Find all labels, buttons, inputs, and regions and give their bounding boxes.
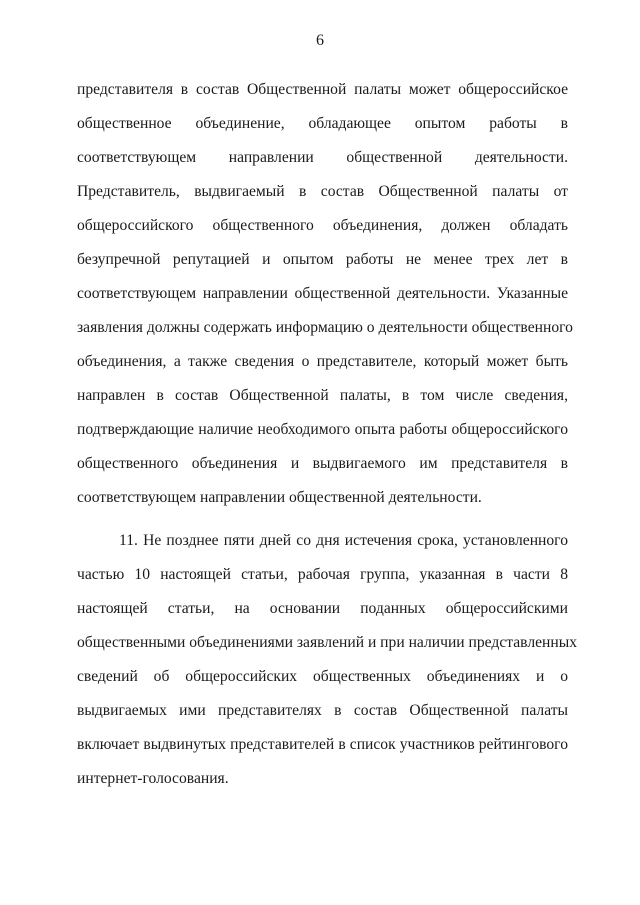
- text-line: настоящей статьи, на основании поданных общероссийскими: [77, 600, 568, 617]
- text-line: частью 10 настоящей статьи, рабочая группа, указанная в части 8: [77, 566, 568, 583]
- text-line: выдвигаемых ими представителях в состав Общественной палаты: [77, 702, 568, 719]
- text-line: объединения, а также сведения о представителе, который может быть: [77, 353, 568, 370]
- text-line: интернет-голосования.: [77, 770, 229, 787]
- paragraph-continuation: [77, 73, 573, 515]
- text-line: общероссийского общественного объединения, должен обладать: [77, 217, 568, 234]
- page-number: 6: [316, 32, 324, 49]
- text-line: общественного объединения и выдвигаемого им представителя в: [77, 455, 568, 472]
- text-line: представителя в состав Общественной палаты может общероссийское: [77, 81, 568, 98]
- text-line: общественное объединение, обладающее опытом работы в: [77, 115, 568, 132]
- text-line: сведений об общероссийских общественных объединениях и о: [77, 668, 568, 685]
- text-line: общественными объединениями заявлений и при наличии представленных: [77, 634, 577, 651]
- paragraph-item-11: [77, 524, 577, 796]
- text-line: соответствующем направлении общественной деятельности. Указанные: [77, 285, 568, 302]
- text-line: соответствующем направлении общественной деятельности.: [77, 149, 568, 166]
- text-line: безупречной репутацией и опытом работы не менее трех лет в: [77, 251, 568, 268]
- text-line: подтверждающие наличие необходимого опыта работы общероссийского: [77, 421, 568, 438]
- text-line: Представитель, выдвигаемый в состав Общественной палаты от: [77, 183, 568, 200]
- text-line: заявления должны содержать информацию о деятельности общественного: [77, 319, 573, 336]
- text-line: направлен в состав Общественной палаты, в том числе сведения,: [77, 387, 568, 404]
- text-line: 11. Не позднее пяти дней со дня истечения срока, установленного: [119, 532, 568, 549]
- text-line: включает выдвинутых представителей в список участников рейтингового: [77, 736, 568, 753]
- text-line: соответствующем направлении общественной деятельности.: [77, 489, 482, 506]
